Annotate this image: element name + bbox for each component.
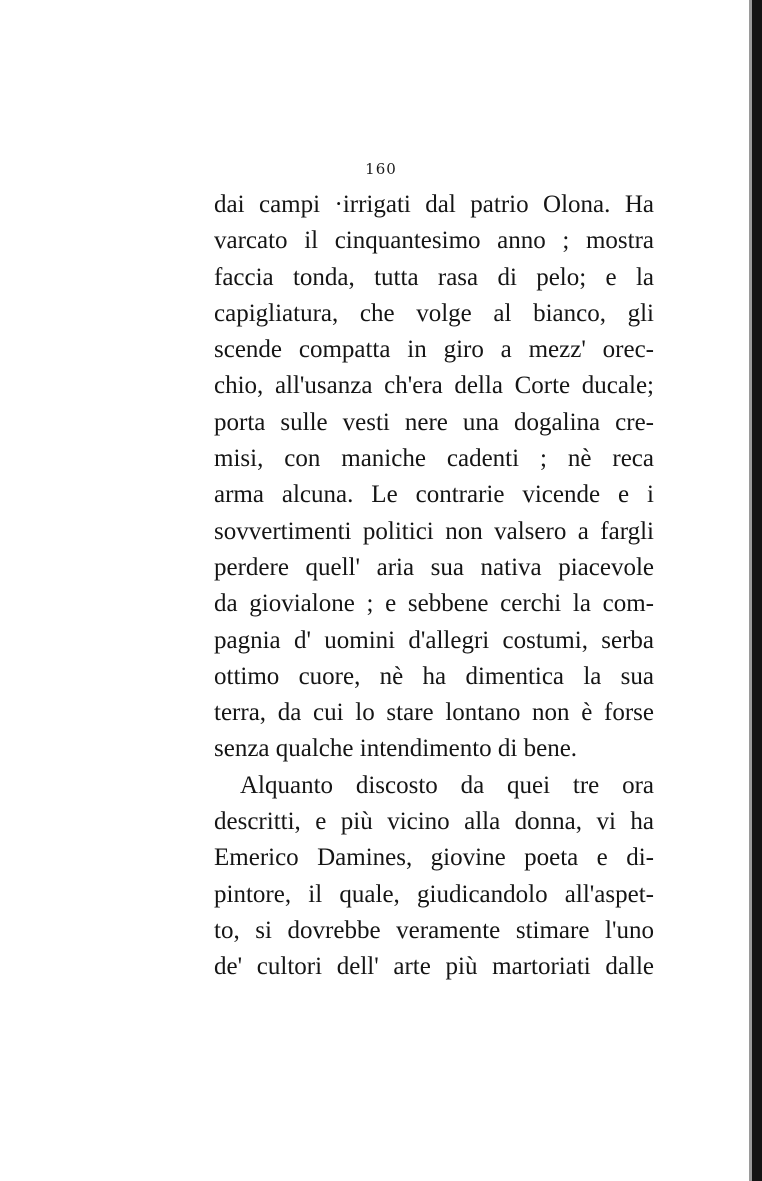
text-line: perdere quell' aria sua nativa piacevole <box>214 553 654 581</box>
text-line: capigliatura, che volge al bianco, gli <box>214 299 654 327</box>
text-line: dai campi ·irrigati dal patrio Olona. Ha <box>214 191 654 218</box>
text-line: pagnia d' uomini d'allegri costumi, serba <box>214 626 654 654</box>
text-line: faccia tonda, tutta rasa di pelo; e la <box>214 263 654 291</box>
text-line: pintore, il quale, giudicandolo all'aspet- <box>214 880 654 908</box>
text-line: da giovialone ; e sebbene cerchi la com- <box>214 590 654 618</box>
text-line: to, si dovrebbe veramente stimare l'uno <box>214 916 654 944</box>
text-line: sovvertimenti politici non valsero a fargli <box>214 517 654 545</box>
page-number: 160 <box>365 160 397 178</box>
text-line: terra, da cui lo stare lontano non è forse <box>214 699 654 727</box>
text-line: arma alcuna. Le contrarie vicende e i <box>214 481 654 509</box>
text-line: varcato il cinquantesimo anno ; mostra <box>214 227 654 255</box>
text-line: ottimo cuore, nè ha dimentica la sua <box>214 662 654 690</box>
text-line: scende compatta in giro a mezz' orec- <box>214 336 654 364</box>
body-text <box>214 187 654 986</box>
paragraph <box>214 768 654 986</box>
paragraph <box>214 187 654 768</box>
text-line: descritti, e più vicino alla donna, vi ha <box>214 808 654 836</box>
text-line: de' cultori dell' arte più martoriati dalle <box>214 953 654 981</box>
text-line: Emerico Damines, giovine poeta e di- <box>214 844 654 872</box>
text-line: porta sulle vesti nere una dogalina cre- <box>214 408 654 436</box>
text-line: chio, all'usanza ch'era della Corte ducale; <box>214 372 654 400</box>
text-line: Alquanto discosto da quei tre ora <box>240 771 654 799</box>
text-line: misi, con maniche cadenti ; nè reca <box>214 445 654 473</box>
text-line: senza qualche intendimento di bene. <box>214 735 578 763</box>
